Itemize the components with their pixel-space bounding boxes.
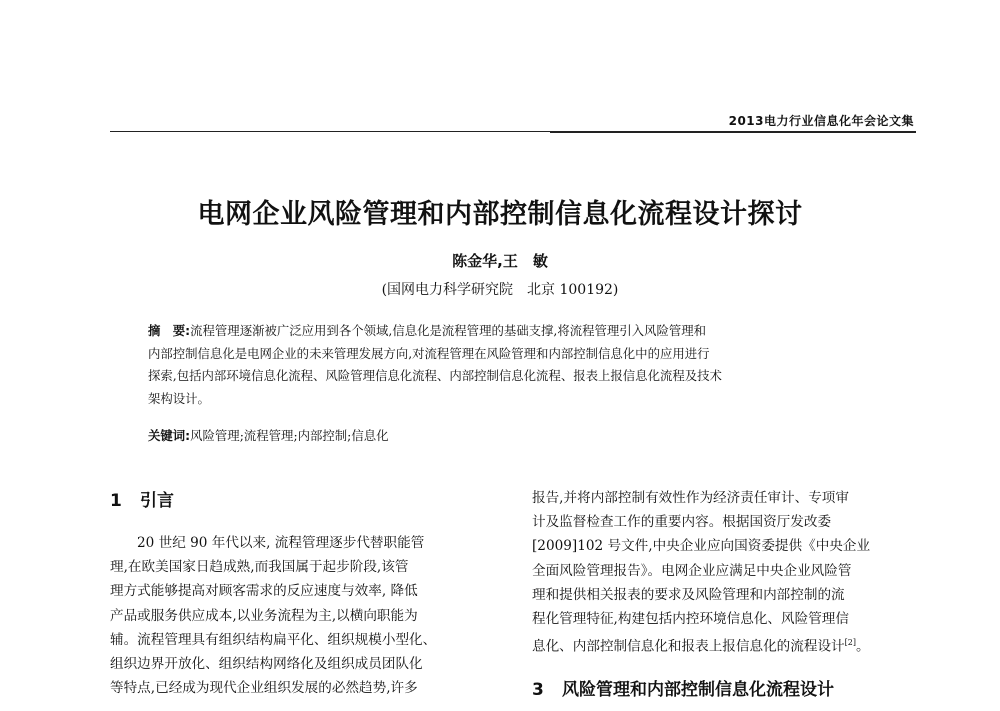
paper-affiliation: (国网电力科学研究院 北京 100192) — [381, 282, 619, 298]
body-line: 组织边界开放化、组织结构网络化及组织成员团队化 — [110, 656, 423, 673]
body-line: 20 世纪 90 年代以来, 流程管理逐步代替职能管 — [137, 535, 425, 551]
paper-authors: 陈金华,王 敏 — [452, 252, 548, 270]
body-line: [2009]102 号文件,中央企业应向国资委提供《中央企业 — [532, 538, 871, 555]
section-number: 3 — [532, 679, 544, 700]
citation-ref: [2] — [844, 638, 856, 648]
abstract-line — [148, 320, 870, 343]
body-line: 计及监督检查工作的重要内容。根据国资厅发改委 — [532, 514, 832, 531]
section-body — [110, 531, 490, 700]
section-number: 1 — [110, 491, 122, 511]
left-column — [110, 486, 490, 700]
abstract-line: 探索,包括内部环境信息化流程、风险管理信息化流程、内部控制信息化流程、报表上报信息化流程及技术 — [148, 368, 722, 384]
section-title: 风险管理和内部控制信息化流程设计 — [562, 679, 834, 700]
keywords — [148, 426, 389, 444]
section-heading — [532, 675, 912, 700]
keywords-label: 关键词: — [148, 428, 191, 443]
section-title: 引言 — [140, 491, 174, 511]
header-rule-thick — [550, 131, 916, 133]
body-line: 理方式能够提高对顾客需求的反应速度与效率, 降低 — [110, 583, 418, 600]
body-line: 产品或服务供应成本,以业务流程为主,以横向职能为 — [110, 607, 418, 624]
body-line: 报告,并将内部控制有效性作为经济责任审计、专项审 — [532, 490, 849, 506]
body-line: 等特点,已经成为现代企业组织发展的必然趋势,许多 — [110, 680, 418, 697]
body-line: 理,在欧美国家日趋成熟,而我国属于起步阶段,该管 — [110, 559, 409, 576]
abstract-line: 内部控制信息化是电网企业的未来管理发展方向,对流程管理在风险管理和内部控制信息化中的应用进行 — [148, 345, 710, 361]
body-line: 程化管理特征,构建包括内控环境信息化、风险管理信 — [532, 611, 849, 628]
paper-title: 电网企业风险管理和内部控制信息化流程设计探讨 — [197, 199, 803, 230]
body-line: 全面风险管理报告》。电网企业应满足中央企业风险管 — [532, 562, 852, 579]
body-text-fragment: 息化、内部控制信息化和报表上报信息化的流程设计 — [532, 638, 845, 655]
section-body — [532, 486, 912, 659]
body-line: 理和提供相关报表的要求及风险管理和内部控制的流 — [532, 586, 845, 603]
abstract-text: 流程管理逐渐被广泛应用到各个领域,信息化是流程管理的基础支撑,将流程管理引入风险管理和 — [190, 323, 707, 338]
abstract-label: 摘 要: — [148, 323, 191, 338]
body-line: 辅。流程管理具有组织结构扁平化、组织规模小型化、 — [110, 631, 437, 648]
body-line — [532, 631, 912, 659]
body-text-fragment: 。 — [856, 638, 870, 655]
right-column — [532, 486, 912, 700]
abstract — [148, 320, 870, 410]
keywords-text: 风险管理;流程管理;内部控制;信息化 — [190, 428, 389, 443]
section-heading — [110, 486, 490, 511]
journal-header: 2013电力行业信息化年会论文集 — [728, 114, 914, 128]
abstract-line: 架构设计。 — [148, 390, 210, 406]
